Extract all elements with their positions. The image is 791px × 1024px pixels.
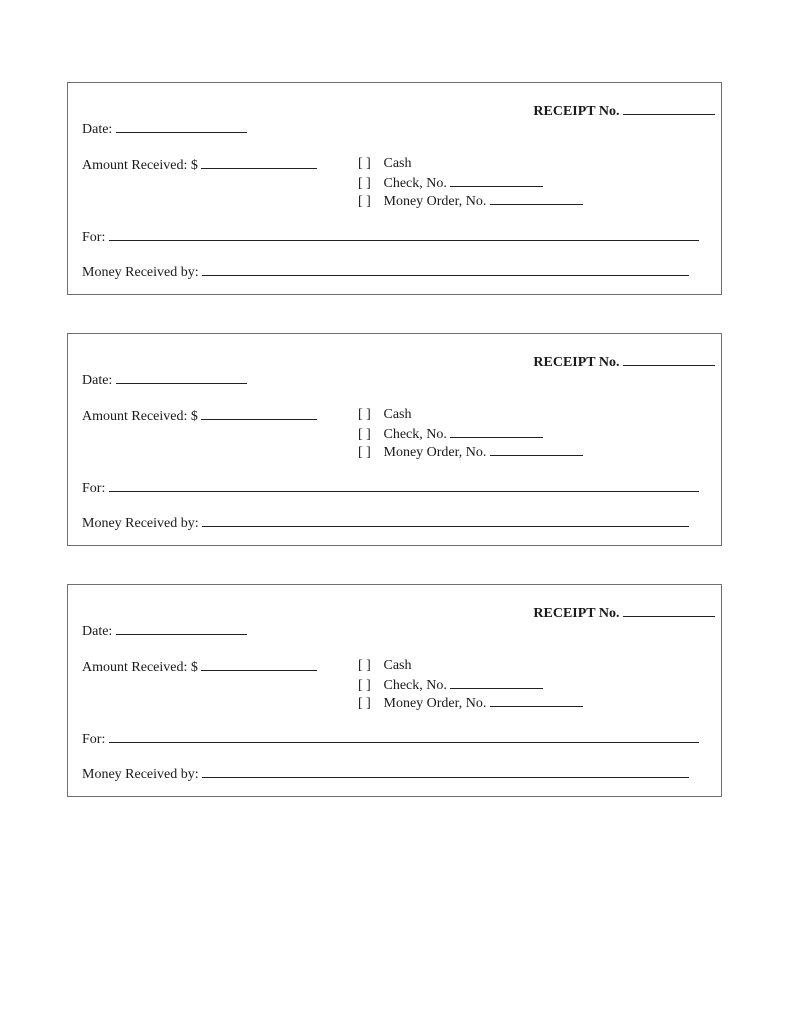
money-order-label: Money Order, No. bbox=[383, 194, 487, 209]
for-field[interactable] bbox=[109, 479, 699, 492]
receipt-number-label: RECEIPT No. bbox=[533, 606, 620, 621]
money-order-checkbox[interactable]: [ ] bbox=[358, 696, 371, 711]
date-row bbox=[82, 120, 247, 138]
amount-label: Amount Received: $ bbox=[82, 158, 198, 173]
cash-checkbox[interactable]: [ ] bbox=[358, 156, 371, 171]
receipt-number-row bbox=[533, 353, 715, 371]
date-field[interactable] bbox=[116, 120, 247, 133]
payment-option-cash bbox=[358, 407, 412, 423]
cash-label: Cash bbox=[383, 658, 412, 673]
cash-label: Cash bbox=[383, 156, 412, 171]
payment-option-check bbox=[358, 425, 543, 443]
check-checkbox[interactable]: [ ] bbox=[358, 678, 371, 693]
amount-label: Amount Received: $ bbox=[82, 409, 198, 424]
amount-label: Amount Received: $ bbox=[82, 660, 198, 675]
received-by-field[interactable] bbox=[202, 263, 689, 276]
receipt-number-row bbox=[533, 102, 715, 120]
for-label: For: bbox=[82, 230, 106, 245]
for-field[interactable] bbox=[109, 730, 699, 743]
check-number-field[interactable] bbox=[450, 676, 543, 689]
date-row bbox=[82, 622, 247, 640]
cash-label: Cash bbox=[383, 407, 412, 422]
receipt-form bbox=[67, 82, 722, 295]
check-number-field[interactable] bbox=[450, 174, 543, 187]
receipt-form bbox=[67, 333, 722, 546]
receipt-number-row bbox=[533, 604, 715, 622]
money-order-label: Money Order, No. bbox=[383, 445, 487, 460]
date-field[interactable] bbox=[116, 622, 247, 635]
money-order-checkbox[interactable]: [ ] bbox=[358, 194, 371, 209]
amount-row bbox=[82, 407, 317, 425]
receipt-number-field[interactable] bbox=[623, 102, 715, 115]
received-by-row bbox=[82, 514, 689, 532]
receipt-number-label: RECEIPT No. bbox=[533, 355, 620, 370]
receipt-form bbox=[67, 584, 722, 797]
check-label: Check, No. bbox=[383, 176, 447, 191]
amount-field[interactable] bbox=[201, 658, 317, 671]
for-row bbox=[82, 228, 699, 246]
check-number-field[interactable] bbox=[450, 425, 543, 438]
receipt-number-field[interactable] bbox=[623, 604, 715, 617]
amount-row bbox=[82, 658, 317, 676]
received-by-label: Money Received by: bbox=[82, 265, 199, 280]
payment-option-cash bbox=[358, 658, 412, 674]
receipt-number-field[interactable] bbox=[623, 353, 715, 366]
money-order-checkbox[interactable]: [ ] bbox=[358, 445, 371, 460]
money-order-number-field[interactable] bbox=[490, 443, 583, 456]
amount-row bbox=[82, 156, 317, 174]
check-label: Check, No. bbox=[383, 427, 447, 442]
date-field[interactable] bbox=[116, 371, 247, 384]
received-by-label: Money Received by: bbox=[82, 767, 199, 782]
amount-field[interactable] bbox=[201, 407, 317, 420]
check-label: Check, No. bbox=[383, 678, 447, 693]
received-by-label: Money Received by: bbox=[82, 516, 199, 531]
payment-option-money-order bbox=[358, 694, 583, 712]
money-order-label: Money Order, No. bbox=[383, 696, 487, 711]
check-checkbox[interactable]: [ ] bbox=[358, 176, 371, 191]
date-row bbox=[82, 371, 247, 389]
date-label: Date: bbox=[82, 122, 113, 137]
for-row bbox=[82, 730, 699, 748]
money-order-number-field[interactable] bbox=[490, 694, 583, 707]
amount-field[interactable] bbox=[201, 156, 317, 169]
money-order-number-field[interactable] bbox=[490, 192, 583, 205]
date-label: Date: bbox=[82, 373, 113, 388]
receipt-number-label: RECEIPT No. bbox=[533, 104, 620, 119]
received-by-field[interactable] bbox=[202, 765, 689, 778]
received-by-row bbox=[82, 765, 689, 783]
received-by-row bbox=[82, 263, 689, 281]
for-field[interactable] bbox=[109, 228, 699, 241]
cash-checkbox[interactable]: [ ] bbox=[358, 407, 371, 422]
cash-checkbox[interactable]: [ ] bbox=[358, 658, 371, 673]
payment-option-cash bbox=[358, 156, 412, 172]
for-label: For: bbox=[82, 732, 106, 747]
payment-option-money-order bbox=[358, 443, 583, 461]
for-label: For: bbox=[82, 481, 106, 496]
for-row bbox=[82, 479, 699, 497]
received-by-field[interactable] bbox=[202, 514, 689, 527]
payment-option-money-order bbox=[358, 192, 583, 210]
check-checkbox[interactable]: [ ] bbox=[358, 427, 371, 442]
date-label: Date: bbox=[82, 624, 113, 639]
payment-option-check bbox=[358, 174, 543, 192]
payment-option-check bbox=[358, 676, 543, 694]
